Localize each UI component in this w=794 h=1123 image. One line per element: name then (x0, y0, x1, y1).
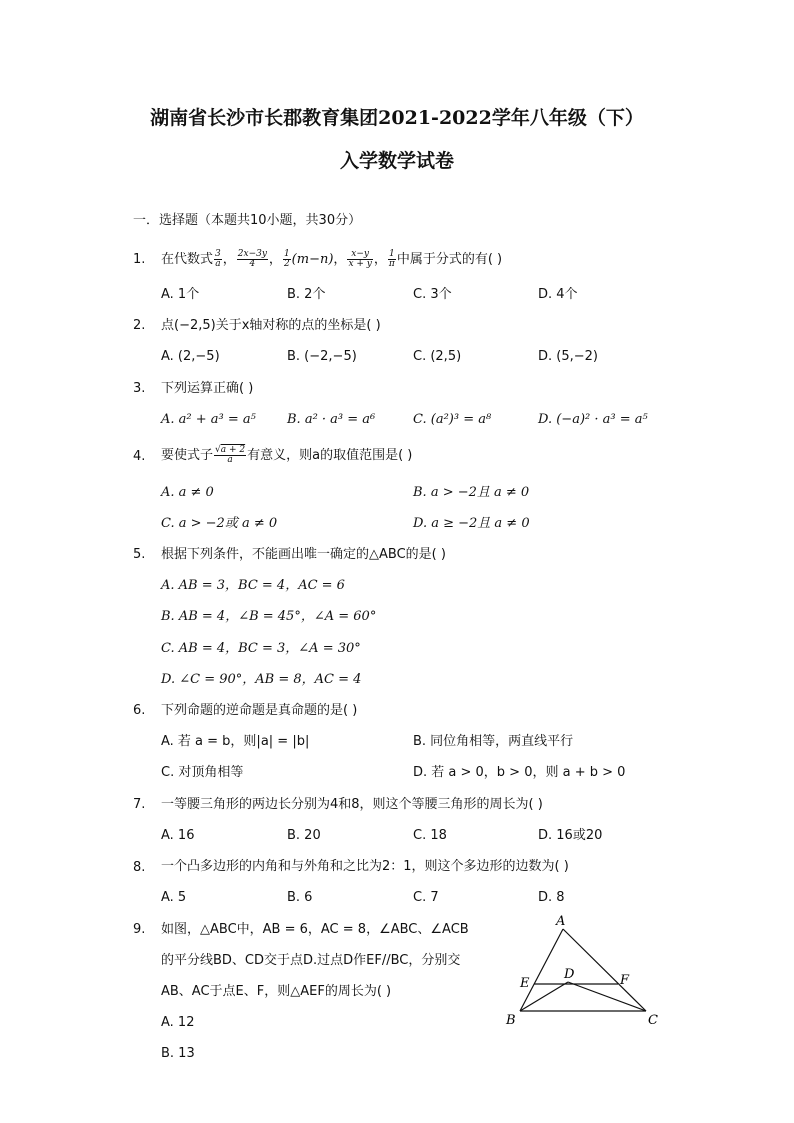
q1-fraction-5: $\frac{1}{\pi}$ (388, 249, 395, 269)
option-d: D. 4个 (538, 287, 578, 302)
option-d: D. ∠C = 90°，AB = 8，AC = 4 (161, 672, 362, 687)
option-c: C. 7 (413, 890, 439, 905)
side-ac (563, 929, 646, 1011)
question-number: 3. (133, 381, 146, 396)
q1-fraction-4: $\frac{x-y}{x + y}$ (348, 249, 372, 269)
option-d: D. 8 (538, 890, 565, 905)
vertex-label-c: C (648, 1013, 658, 1028)
question-number: 7. (133, 797, 146, 812)
question-5-stem: 根据下列条件，不能画出唯一确定的△ABC的是( ) (161, 547, 446, 562)
q1-fraction-2: $\frac{2x-3y}{4}$ (237, 249, 267, 269)
option-b: B. AB = 4，∠B = 45°，∠A = 60° (161, 609, 377, 624)
q1-fraction-1: $\frac{3}{a}$ (215, 249, 221, 269)
option-c: C. AB = 4，BC = 3，∠A = 30° (161, 641, 361, 656)
vertex-label-a: A (556, 914, 566, 929)
question-number: 2. (133, 318, 146, 333)
option-c: C. a > −2或 a ≠ 0 (161, 516, 278, 531)
option-d: D. (5,−2) (538, 349, 598, 364)
option-a: A. a² + a³ = a⁵ (161, 412, 256, 427)
option-b: B. (−2,−5) (287, 349, 357, 364)
option-b: B. 2个 (287, 287, 326, 302)
option-a: A. 12 (161, 1015, 195, 1030)
bisector-cd (568, 982, 646, 1011)
question-9-line-3: AB、AC于点E、F，则△AEF的周长为( ) (161, 984, 392, 999)
section-heading: 一．选择题（本题共10小题，共30分） (133, 213, 362, 228)
question-9-line-1: 如图，△ABC中，AB = 6，AC = 8，∠ABC、∠ACB (161, 922, 469, 937)
point-label-d: D (564, 967, 575, 982)
option-a: A. (2,−5) (161, 349, 220, 364)
option-d: D. 16或20 (538, 828, 603, 843)
q1-suffix: 中属于分式的有( ) (396, 252, 503, 267)
question-7-stem: 一等腰三角形的两边长分别为4和8，则这个等腰三角形的周长为( ) (161, 797, 543, 812)
option-a: A. 16 (161, 828, 195, 843)
question-number: 6. (133, 703, 146, 718)
option-c: C. 对顶角相等 (161, 765, 244, 780)
option-a: A. AB = 3，BC = 4，AC = 6 (161, 578, 345, 593)
option-b: B. 20 (287, 828, 321, 843)
question-9-line-2: 的平分线BD、CD交于点D.过点D作EF//BC，分别交 (161, 953, 461, 968)
question-4-stem: 要使式子 $\frac{√a + 2}{a}$ 有意义，则a的取值范围是( ) (161, 445, 413, 465)
page-subtitle: 入学数学试卷 (339, 150, 454, 172)
radical-sign-icon: √ (215, 445, 221, 455)
triangle-figure (496, 908, 668, 1033)
question-3-stem: 下列运算正确( ) (161, 381, 254, 396)
point-label-e: E (520, 976, 530, 991)
option-b: B. a² · a³ = a⁶ (287, 412, 376, 427)
option-d: D. (−a)² · a³ = a⁵ (538, 412, 648, 427)
option-b: B. 同位角相等，两直线平行 (413, 734, 574, 749)
option-d: D. 若 a > 0，b > 0，则 a + b > 0 (413, 765, 626, 780)
option-b: B. 13 (161, 1046, 195, 1061)
q1-fraction-3: $\frac{1}{2}$ (283, 249, 290, 269)
question-number: 9. (133, 922, 146, 937)
option-c: C. (a²)³ = a⁸ (413, 412, 492, 427)
q1-prefix: 在代数式 (161, 252, 214, 267)
option-a: A. a ≠ 0 (161, 485, 214, 500)
question-number: 5. (133, 547, 146, 562)
question-2-stem: 点(−2,5)关于x轴对称的点的坐标是( ) (161, 318, 381, 333)
vertex-label-b: B (506, 1013, 516, 1028)
option-a: A. 若 a = b，则|a| = |b| (161, 734, 310, 749)
option-c: C. (2,5) (413, 349, 462, 364)
option-a: A. 1个 (161, 287, 200, 302)
option-b: B. 6 (287, 890, 313, 905)
q4-radical-fraction: $\frac{√a + 2}{a}$ (215, 445, 246, 465)
option-c: C. 3个 (413, 287, 452, 302)
question-1-stem: 在代数式 $\frac{3}{a}$ ， $\frac{2x-3y}{4}$ ， $\frac{1}{2}$ (m−n)， $\frac{x-y}{x + y}$ ， $\frac{1}{\pi}$ 中属于分式的有( ) (161, 249, 503, 269)
page-title: 湖南省长沙市长郡教育集团2021-2022学年八年级（下） (150, 107, 644, 129)
option-b: B. a > −2且 a ≠ 0 (413, 485, 530, 500)
question-number: 4. (133, 449, 146, 464)
question-number: 1. (133, 252, 146, 267)
option-d: D. a ≥ −2且 a ≠ 0 (413, 516, 530, 531)
point-label-f: F (620, 973, 630, 988)
question-number: 8. (133, 860, 146, 875)
option-a: A. 5 (161, 890, 187, 905)
option-c: C. 18 (413, 828, 447, 843)
question-6-stem: 下列命题的逆命题是真命题的是( ) (161, 703, 358, 718)
question-8-stem: 一个凸多边形的内角和与外角和之比为2：1，则这个多边形的边数为( ) (161, 859, 569, 874)
